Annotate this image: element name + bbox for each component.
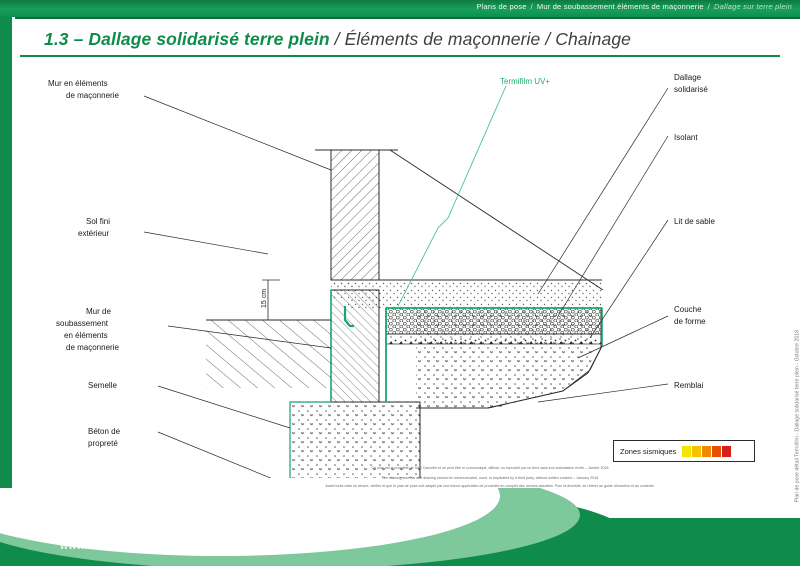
breadcrumb-separator-1: /: [707, 2, 711, 11]
title-sub1: / Éléments de maçonnerie: [334, 28, 541, 49]
mur-soubassement-block: [331, 290, 379, 402]
label-lit-sable: Lit de sable: [674, 217, 715, 226]
sol-exterieur-hatch: [206, 320, 331, 388]
breadcrumb: [476, 2, 792, 11]
breadcrumb-current: Dallage sur terre plein: [714, 2, 792, 11]
breadcrumb-bar: [0, 0, 800, 17]
legend-swatch-5: [722, 446, 731, 457]
label-couche-forme-line1: Couche: [674, 305, 702, 314]
label-beton-line2: propreté: [88, 439, 118, 448]
label-isolant: Isolant: [674, 133, 698, 142]
breadcrumb-separator-0: /: [530, 2, 533, 11]
footer-url[interactable]: www.termifilm.fr: [60, 540, 145, 552]
drawing-svg: [18, 58, 782, 478]
label-mur-soub-line2: soubassement: [56, 319, 109, 328]
side-credit: Plan de pose détail Termifilm ‑ Dallage solidarisé terre plein ‑ Octobre 2018: [794, 330, 800, 503]
lit-de-sable-layer: [386, 334, 602, 344]
dallage-fill: [354, 280, 602, 308]
breadcrumb-underline: [0, 17, 800, 19]
label-mur-soub-line3: en éléments: [64, 331, 108, 340]
left-green-edge: [0, 17, 12, 566]
footer: [0, 488, 800, 566]
label-dallage-line2: solidarisé: [674, 85, 708, 94]
leader-termifilm: [398, 86, 506, 306]
label-mur-soub-line1: Mur de: [86, 307, 111, 316]
technical-drawing: [18, 58, 782, 478]
leader-isolant: [558, 136, 668, 316]
leader-lit-sable: [590, 220, 668, 338]
breadcrumb-item-0[interactable]: Plans de pose: [476, 2, 527, 11]
legend-title: Zones sismiques: [620, 446, 677, 456]
label-beton-line1: Béton de: [88, 427, 121, 436]
fineprint-line-3: Avant toute mise en œuvre, vérifier et que le plan de pose soit adapté par une bonne application de procédés en complet des normes actuelles. Pour la diversité, se référer au guide d'insertion et au contexte.: [325, 484, 655, 489]
title-sub2: / Chainage: [545, 28, 631, 49]
legend-swatch-3: [702, 446, 712, 457]
label-remblai: Remblai: [674, 381, 704, 390]
fineprint-line-1: Ce plan est la propriété de SAS Cannelle et ne peut être ni communiqué, diffusé, ou reproduit par un tiers sans son autorisation écrite – Janvier 2018: [371, 466, 609, 470]
legend-color-scale: [682, 446, 731, 457]
legend-swatch-4: [712, 446, 722, 457]
title-underline: [20, 55, 780, 57]
label-sol-fini-line1: Sol fini: [86, 217, 111, 226]
leader-sol-fini: [144, 232, 268, 254]
leader-dallage: [538, 88, 668, 294]
title-main: Dallage solidarisé terre plein: [88, 28, 330, 49]
leader-semelle: [158, 386, 290, 428]
label-mur-soub-line4: de maçonnerie: [66, 343, 119, 352]
legend-swatch-1: [682, 446, 692, 457]
label-sol-fini-line2: extérieur: [78, 229, 110, 238]
page-title: [44, 26, 764, 52]
leader-mur-elements: [144, 96, 331, 170]
breadcrumb-item-1[interactable]: Mur de soubassement éléments de maçonnerie: [536, 2, 704, 11]
label-mur-elements-line1: Mur en éléments: [48, 79, 108, 88]
label-semelle: Semelle: [88, 381, 117, 390]
soil-slope-line: [390, 150, 603, 290]
title-number: 1.3 –: [44, 28, 84, 49]
label-couche-forme-line2: de forme: [674, 317, 706, 326]
label-mur-elements-line2: de maçonnerie: [66, 91, 119, 100]
dimension-label: 15 cm: [261, 288, 268, 308]
mur-elements-maconnerie-block: [331, 150, 379, 280]
left-edge-inner-white: [12, 17, 15, 487]
zones-sismiques-legend: [613, 440, 755, 462]
legend-swatch-2: [692, 446, 702, 457]
label-dallage-line1: Dallage: [674, 73, 702, 82]
isolant-layer: [386, 308, 602, 334]
label-termifilm-product: Termifilm UV+: [500, 77, 551, 86]
fineprint-line-2: The drawing and this and drawing cannot be communicated, used, or duplicated by a third party, without written consent – January 2018: [381, 475, 599, 480]
